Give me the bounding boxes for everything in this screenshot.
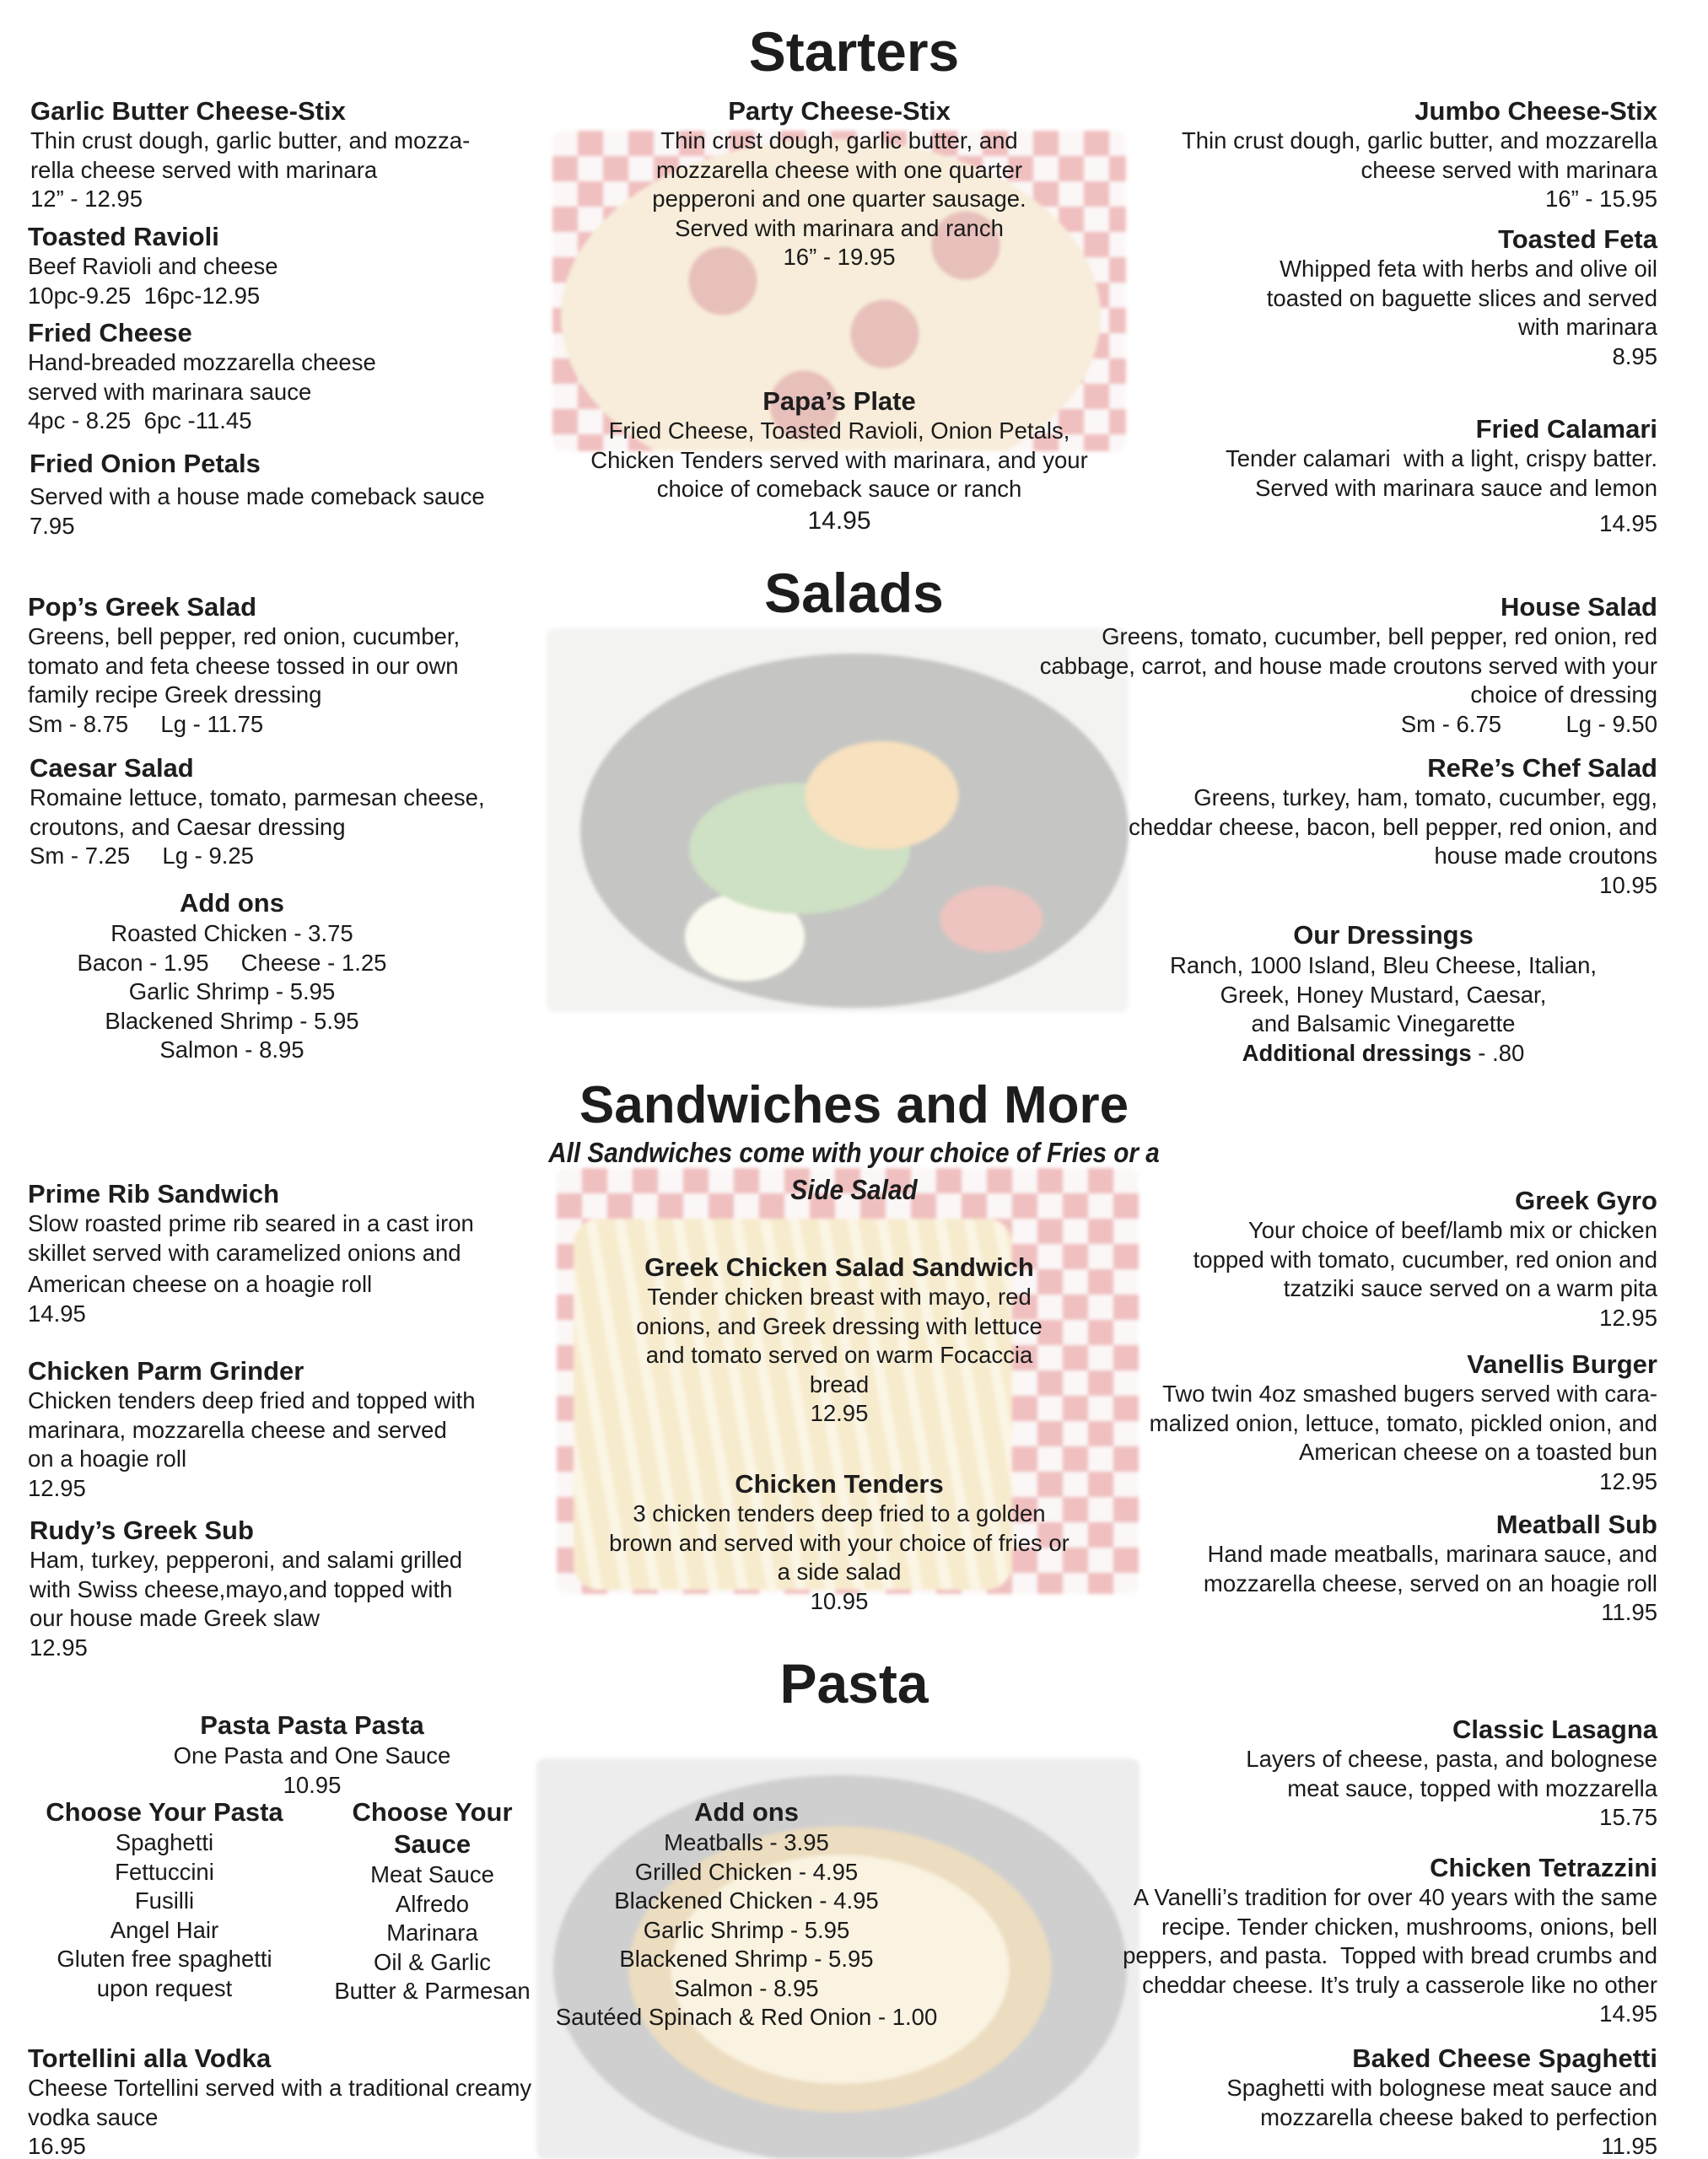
item-price: Sm - 6.75 Lg - 9.50 [1400, 710, 1657, 737]
item-desc: family recipe Greek dressing [28, 681, 322, 708]
item-desc: Thin crust dough, garlic butter, and [660, 127, 1018, 153]
item-name: Tortellini alla Vodka [28, 2043, 272, 2073]
item-price: 14.95 [28, 1300, 86, 1327]
menu-item-toasted-ravioli [28, 222, 568, 310]
item-desc: Thin crust dough, garlic butter, and mozzarella [1181, 127, 1657, 153]
item-desc: 3 chicken tenders deep fried to a golden [633, 1500, 1046, 1526]
item-price: 11.95 [1601, 1599, 1657, 1625]
item-price: 10.95 [283, 1771, 342, 1798]
item-desc: bread [809, 1370, 870, 1397]
item-desc: onions, and Greek dressing with lettuce [636, 1312, 1043, 1339]
item-desc: A Vanelli’s tradition for over 40 years with the same [1133, 1884, 1657, 1910]
item-name: Fried Cheese [28, 318, 192, 347]
item-name: Toasted Ravioli [28, 222, 219, 251]
sauce-option: Meat Sauce [370, 1861, 494, 1887]
item-name: Chicken Tetrazzini [1430, 1853, 1657, 1882]
dressing-line: Ranch, 1000 Island, Bleu Cheese, Italian, [1169, 952, 1598, 978]
item-desc: served with marinara sauce [28, 378, 312, 405]
addon-item: Sautéed Spinach & Red Onion - 1.00 [555, 2004, 938, 2030]
addon-item: Grilled Chicken - 4.95 [634, 1858, 859, 1885]
item-desc: Cheese Tortellini served with a traditional creamy [28, 2075, 532, 2101]
our-dressings [1147, 919, 1619, 1068]
addon-item: Salmon - 8.95 [674, 1974, 819, 2001]
pasta-option: Spaghetti [115, 1829, 214, 1855]
item-name: Fried Onion Petals [30, 449, 261, 478]
item-price: 10.95 [1599, 871, 1657, 898]
menu-item-house-salad [983, 592, 1657, 739]
item-price: 8.95 [1612, 342, 1657, 369]
item-desc: Greens, bell pepper, red onion, cucumber, [28, 623, 461, 649]
item-desc: tomato and feta cheese tossed in our own [28, 652, 459, 679]
addon-item: Blackened Chicken - 4.95 [614, 1887, 879, 1914]
item-desc: Greens, tomato, cucumber, bell pepper, red onion, red [1102, 623, 1657, 649]
menu-item-rudys-greek-sub [30, 1516, 569, 1662]
addon-item: Salmon - 8.95 [159, 1036, 304, 1063]
menu-item-fried-calamari [1067, 414, 1657, 539]
item-name: Chicken Tenders [735, 1469, 944, 1499]
menu-item-chicken-tetrazzini [1025, 1853, 1657, 2029]
item-desc: Served with a house made comeback sauce [30, 483, 485, 509]
addon-item: Blackened Shrimp - 5.95 [619, 1946, 874, 1972]
item-desc: mozzarella cheese, served on an hoagie roll [1203, 1569, 1657, 1596]
sauce-option: Marinara [386, 1919, 478, 1946]
item-name: Chicken Parm Grinder [28, 1356, 304, 1386]
choose-pasta-title: Choose Your Pasta [46, 1797, 283, 1827]
menu-item-greek-gyro [1067, 1186, 1657, 1333]
item-name: House Salad [1500, 592, 1657, 622]
item-desc: cheese served with marinara [1360, 156, 1657, 183]
item-desc: Served with marinara and ranch [675, 214, 1004, 241]
item-desc: American cheese on a toasted bun [1298, 1439, 1657, 1465]
item-price: 12.95 [1599, 1467, 1657, 1494]
item-name: Prime Rib Sandwich [28, 1179, 280, 1209]
item-desc: malized onion, lettuce, tomato, pickled onion, and [1149, 1409, 1657, 1436]
item-desc: choice of comeback sauce or ranch [656, 476, 1022, 502]
item-name: Pasta Pasta Pasta [200, 1710, 424, 1740]
item-desc: meat sauce, topped with mozzarella [1287, 1774, 1657, 1801]
addon-item: Roasted Chicken - 3.75 [110, 920, 353, 946]
item-desc: on a hoagie roll [28, 1446, 187, 1472]
item-desc: mozzarella cheese with one quarter [655, 156, 1023, 183]
item-price: 14.95 [1599, 510, 1657, 536]
item-name: Baked Cheese Spaghetti [1352, 2043, 1657, 2073]
item-name: Meatball Sub [1495, 1510, 1657, 1539]
dressing-line: Greek, Honey Mustard, Caesar, [1220, 981, 1547, 1008]
item-name: ReRe’s Chef Salad [1427, 753, 1657, 783]
additional-dressings [1147, 1039, 1619, 1069]
salad-addons-title: Add ons [180, 888, 284, 918]
item-price: Sm - 8.75 Lg - 11.75 [28, 710, 264, 737]
addon-item: Garlic Shrimp - 5.95 [128, 978, 336, 1004]
item-name: Pop’s Greek Salad [28, 592, 257, 622]
item-desc: with marinara [1517, 314, 1657, 340]
item-desc: rella cheese served with marinara [30, 156, 378, 183]
item-name: Rudy’s Greek Sub [30, 1516, 254, 1545]
item-desc: Tender chicken breast with mayo, red [647, 1284, 1032, 1310]
item-desc: with Swiss cheese,mayo,and topped with [30, 1575, 453, 1602]
menu-item-jumbo-cheese-stix [1067, 96, 1657, 214]
item-name: Caesar Salad [30, 753, 194, 783]
item-desc: Fried Cheese, Toasted Ravioli, Onion Petals, [608, 417, 1070, 444]
item-desc: American cheese on a hoagie roll [28, 1271, 373, 1297]
item-desc: One Pasta and One Sauce [173, 1742, 451, 1769]
item-desc: Romaine lettuce, tomato, parmesan cheese, [30, 784, 485, 810]
item-price: 14.95 [1599, 2000, 1657, 2027]
item-desc: vodka sauce [28, 2103, 159, 2130]
item-desc: Beef Ravioli and cheese [28, 253, 278, 279]
item-desc: Chicken Tenders served with marinara, and your [590, 446, 1088, 473]
starters-heading: Starters [748, 20, 960, 83]
item-desc: Slow roasted prime rib seared in a cast iron [28, 1210, 474, 1236]
pasta-option: Gluten free spaghetti [57, 1946, 272, 1972]
item-name: Fried Calamari [1475, 414, 1657, 444]
addon-item: Bacon - 1.95 Cheese - 1.25 [77, 949, 387, 976]
item-desc: house made croutons [1434, 843, 1657, 869]
item-desc: Served with marinara sauce and lemon [1255, 474, 1657, 501]
item-name: Jumbo Cheese-Stix [1414, 96, 1657, 126]
pasta-heading: Pasta [779, 1652, 929, 1715]
menu-item-reres-chef-salad [983, 753, 1657, 900]
item-name: Garlic Butter Cheese-Stix [30, 96, 346, 126]
item-desc: Chicken tenders deep fried and topped with [28, 1387, 476, 1413]
item-desc: Tender calamari with a light, crispy batter. [1225, 445, 1657, 471]
item-price: 16” - 15.95 [1544, 186, 1657, 212]
item-desc: cheddar cheese, bacon, bell pepper, red onion, and [1129, 813, 1657, 840]
pasta-addons [540, 1796, 953, 2032]
item-desc: Your choice of beef/lamb mix or chicken [1247, 1217, 1657, 1243]
item-price: 12” - 12.95 [30, 186, 143, 212]
item-desc: Hand-breaded mozzarella cheese [28, 349, 376, 375]
item-desc: marinara, mozzarella cheese and served [28, 1416, 447, 1443]
item-desc: topped with tomato, cucumber, red onion and [1193, 1246, 1657, 1273]
item-price: 16” - 19.95 [783, 244, 896, 270]
item-desc: croutons, and Caesar dressing [30, 813, 346, 840]
choose-sauce-title: Choose Your [352, 1797, 513, 1827]
item-desc: Greens, turkey, ham, tomato, cucumber, egg, [1193, 784, 1657, 810]
item-desc: a side salad [777, 1559, 902, 1585]
item-desc: and tomato served on warm Focaccia [645, 1342, 1033, 1368]
item-desc: our house made Greek slaw [30, 1605, 320, 1631]
item-price: 4pc - 8.25 6pc -11.45 [28, 407, 252, 433]
item-desc: skillet served with caramelized onions and [28, 1239, 461, 1266]
item-desc: peppers, and pasta. Topped with bread crumbs and [1123, 1942, 1657, 1968]
item-price: 10pc-9.25 16pc-12.95 [28, 282, 261, 309]
addon-item: Meatballs - 3.95 [664, 1829, 829, 1855]
item-desc: Spaghetti with bolognese meat sauce and [1226, 2075, 1657, 2101]
menu-item-vanellis-burger [1067, 1349, 1657, 1496]
menu-item-pasta-pasta-pasta [101, 1709, 523, 1800]
item-desc: toasted on baguette slices and served [1266, 284, 1657, 311]
menu-item-caesar-salad [30, 753, 569, 871]
menu-item-meatball-sub [1067, 1510, 1657, 1628]
dressing-line: and Balsamic Vinegarette [1251, 1010, 1516, 1036]
item-price: 12.95 [28, 1474, 86, 1501]
item-price: 11.95 [1601, 2133, 1657, 2159]
pasta-addons-title: Add ons [694, 1797, 799, 1827]
menu-item-pops-greek-salad [28, 592, 568, 739]
item-price: 12.95 [810, 1400, 869, 1426]
pasta-option: Fusilli [134, 1887, 195, 1914]
item-price: 7.95 [30, 512, 75, 539]
item-desc: pepperoni and one quarter sausage. [652, 186, 1026, 212]
menu-item-tortellini-alla-vodka [28, 2043, 601, 2159]
menu-item-fried-onion-petals [30, 449, 569, 541]
item-name: Papa’s Plate [762, 386, 916, 416]
menu-item-fried-cheese [28, 318, 568, 436]
additional-dressings-price: - .80 [1471, 1039, 1525, 1066]
menu-item-prime-rib-sandwich [28, 1179, 568, 1328]
item-desc: Layers of cheese, pasta, and bolognese [1246, 1746, 1657, 1772]
item-price: 12.95 [30, 1634, 88, 1661]
item-desc: mozzarella cheese baked to perfection [1260, 2103, 1657, 2130]
item-price: 12.95 [1599, 1304, 1657, 1331]
pasta-option: upon request [96, 1974, 233, 2001]
sauce-option: Butter & Parmesan [334, 1978, 531, 2004]
menu-item-baked-cheese-spaghetti [1067, 2043, 1657, 2159]
item-name: Vanellis Burger [1467, 1349, 1657, 1379]
item-price: 10.95 [810, 1587, 869, 1614]
item-desc: Thin crust dough, garlic butter, and mozza- [30, 127, 471, 153]
item-desc: choice of dressing [1470, 681, 1657, 708]
addon-item: Garlic Shrimp - 5.95 [643, 1916, 850, 1943]
item-desc: brown and served with your choice of fries or [609, 1529, 1070, 1556]
item-name: Greek Chicken Salad Sandwich [644, 1252, 1034, 1282]
choose-sauce-title: Sauce [393, 1829, 471, 1859]
dressings-title: Our Dressings [1293, 920, 1474, 950]
sandwiches-note-line: Side Salad [790, 1174, 918, 1205]
additional-dressings-label: Additional dressings [1242, 1039, 1472, 1066]
item-name: Classic Lasagna [1452, 1715, 1657, 1744]
item-name: Toasted Feta [1498, 224, 1657, 254]
item-price: 15.75 [1599, 1804, 1657, 1830]
item-name: Greek Gyro [1515, 1186, 1657, 1215]
item-price: Sm - 7.25 Lg - 9.25 [30, 843, 254, 869]
menu-item-classic-lasagna [1067, 1715, 1657, 1833]
sauce-option: Oil & Garlic [373, 1948, 492, 1975]
item-desc: cheddar cheese. It’s truly a casserole like no other [1142, 1971, 1657, 1998]
pasta-option: Fettuccini [115, 1858, 214, 1885]
item-price: 16.95 [28, 2133, 86, 2159]
choose-your-pasta [21, 1796, 308, 2003]
menu-item-toasted-feta [1067, 224, 1657, 371]
salads-heading: Salads [764, 562, 944, 624]
item-desc: cabbage, carrot, and house made croutons served with your [1039, 652, 1657, 679]
menu-item-chicken-parm-grinder [28, 1356, 568, 1503]
item-name: Party Cheese-Stix [728, 96, 951, 126]
sandwiches-heading: Sandwiches and More [579, 1076, 1129, 1134]
item-desc: Ham, turkey, pepperoni, and salami grilled [30, 1547, 463, 1573]
sauce-option: Alfredo [395, 1890, 470, 1917]
item-desc: tzatziki sauce served on a warm pita [1283, 1275, 1657, 1301]
menu-item-garlic-butter-cheese-stix [30, 96, 570, 214]
item-desc: Whipped feta with herbs and olive oil [1280, 256, 1657, 282]
salad-addons [25, 887, 439, 1065]
item-desc: recipe. Tender chicken, mushrooms, onions, bell [1161, 1913, 1657, 1940]
item-desc: Two twin 4oz smashed bugers served with cara- [1162, 1381, 1657, 1407]
item-desc: Hand made meatballs, marinara sauce, and [1207, 1541, 1657, 1567]
addon-item: Blackened Shrimp - 5.95 [105, 1007, 359, 1034]
item-price: 14.95 [807, 506, 871, 535]
choose-your-sauce [321, 1796, 544, 2006]
sandwiches-note-line: All Sandwiches come with your choice of Fries or a [548, 1137, 1160, 1168]
pasta-option: Angel Hair [110, 1916, 219, 1943]
